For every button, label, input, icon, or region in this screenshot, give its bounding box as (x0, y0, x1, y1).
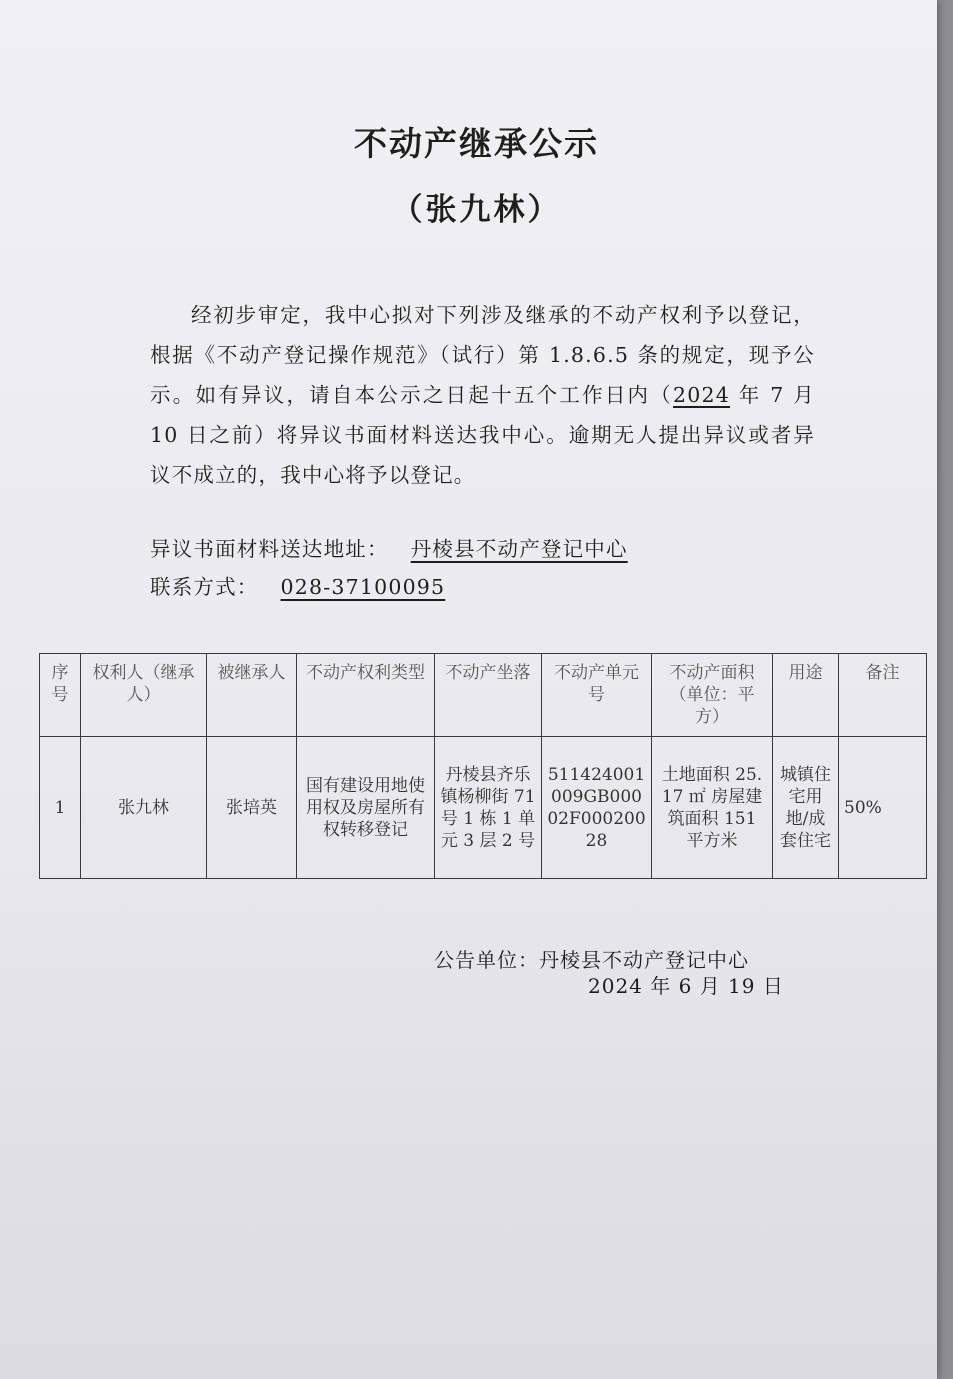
cell-remark: 50% (839, 737, 927, 879)
document-title: 不动产继承公示 (354, 124, 599, 163)
header-cell-location: 不动产坐落 (435, 654, 542, 737)
objection-address (150, 532, 628, 562)
header-cell-holder: 权利人（继承人） (81, 654, 207, 737)
cell-area: 土地面积 25.17 ㎡ 房屋建筑面积 151 平方米 (652, 737, 773, 879)
table-header-row (40, 654, 927, 737)
address-label: 异议书面材料送达地址： (150, 537, 389, 561)
header-cell-decedent: 被继承人 (207, 654, 297, 737)
notice-paragraph (150, 295, 815, 495)
notice-unit: 公告单位：丹棱县不动产登记中心 (434, 948, 749, 972)
paragraph-part-2: 年 7 月 10 日之前）将异议书面材料送达我中心。逾期无人提出异议或者异议不成立的，我中心将予以登记。 (150, 383, 815, 487)
header-cell-usage: 用途 (773, 654, 839, 737)
document-subtitle: （张九林） (391, 192, 562, 228)
cell-holder: 张九林 (81, 737, 207, 879)
cell-right-type: 国有建设用地使用权及房屋所有权转移登记 (297, 737, 435, 879)
cell-decedent: 张培英 (207, 737, 297, 879)
header-cell-remark: 备注 (839, 654, 927, 737)
cell-no: 1 (40, 737, 81, 879)
deadline-year: 2024 (673, 383, 731, 407)
header-cell-no: 序号 (40, 654, 81, 737)
contact-info (150, 570, 445, 600)
registration-table (39, 653, 927, 879)
table-row (40, 737, 927, 879)
contact-label: 联系方式： (150, 575, 259, 599)
notice-date: 2024 年 6 月 19 日 (588, 974, 784, 998)
header-cell-area: 不动产面积（单位：平方） (652, 654, 773, 737)
address-value: 丹棱县不动产登记中心 (410, 537, 628, 561)
header-cell-right-type: 不动产权利类型 (297, 654, 435, 737)
contact-value: 028-37100095 (280, 575, 446, 599)
cell-usage: 城镇住宅用地/成套住宅 (773, 737, 839, 879)
paragraph-part-1: 经初步审定，我中心拟对下列涉及继承的不动产权利予以登记，根据《不动产登记操作规范》（试行）第 1.8.6.5 条的规定，现予公示。如有异议，请自本公示之日起十五个工作日内（ (150, 303, 815, 407)
cell-location: 丹棱县齐乐镇杨柳街 71 号 1 栋 1 单元 3 层 2 号 (435, 737, 542, 879)
header-cell-unit-no: 不动产单元号 (542, 654, 652, 737)
cell-unit-no: 511424001009GB00002F00020028 (542, 737, 652, 879)
